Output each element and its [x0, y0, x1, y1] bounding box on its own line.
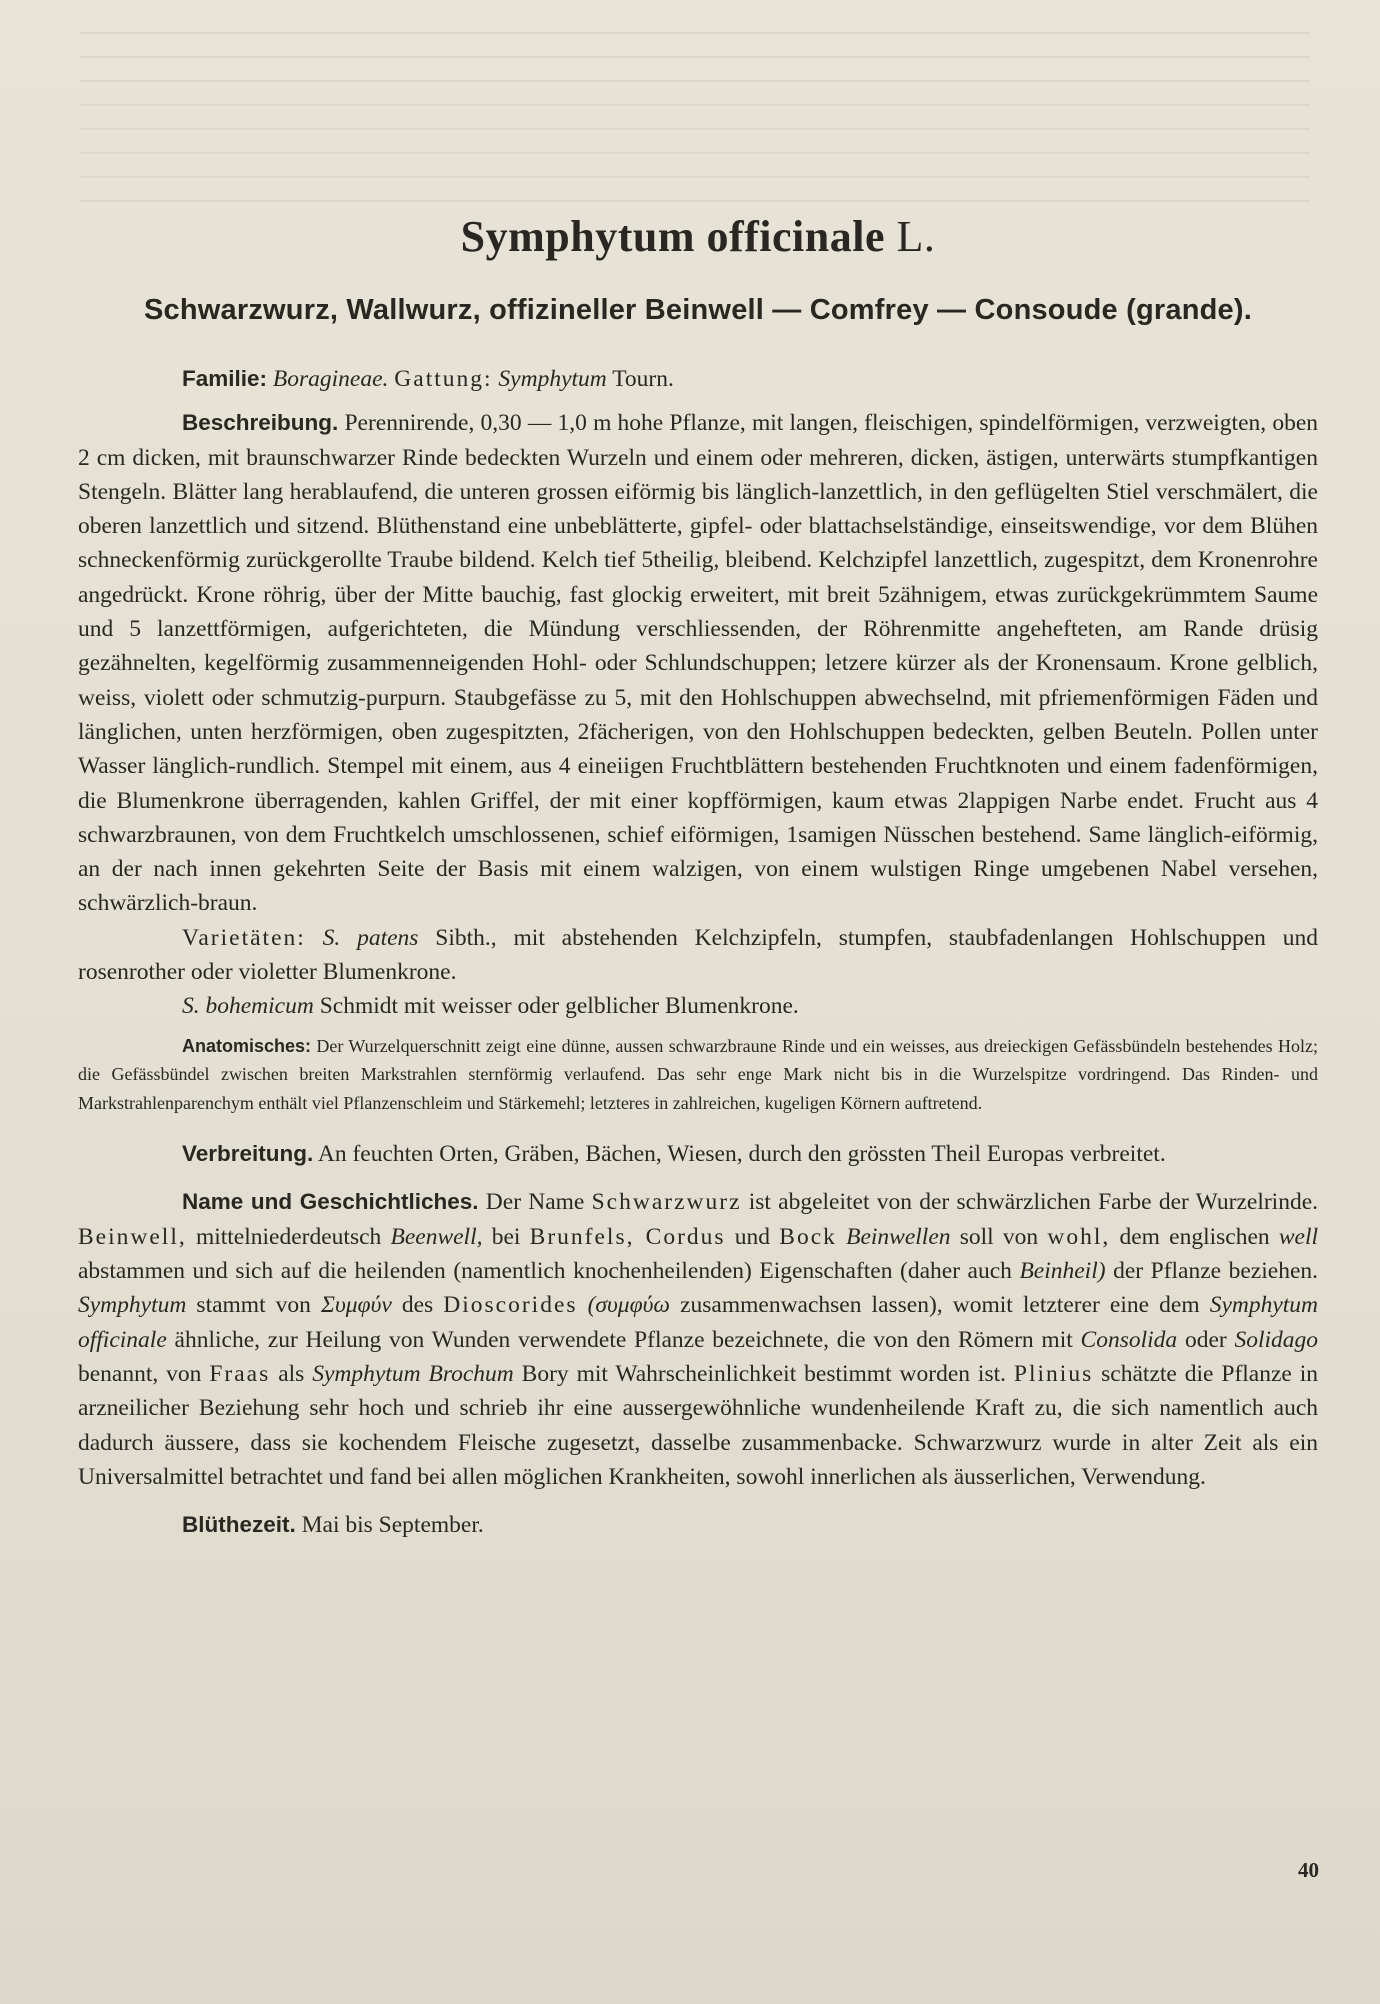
familie-label: Familie: — [182, 366, 268, 391]
species-name: Symphytum officinale — [460, 212, 885, 261]
beschreibung-text: Perennirende, 0,30 — 1,0 m hohe Pflanze, mit langen, fleischigen, spindelförmigen, verzweigten, oben 2 cm dicken, mit braunschwarzer Rinde bedeckten Wurzeln und einem oder mehreren, dicken, ästigen, unterwärts stumpfkantigen Stengeln. Blätter lang herablaufend, die unteren grossen eiförmig bis länglich-lanzettlich, in den geflügelten Stiel verschmälert, die oberen lanzettlich und sitzend. Blüthenstand eine unbeblätterte, gipfel- oder blattachselständige, einseitswendige, vor dem Blühen schneckenförmig zurückgerollte Traube bildend. Kelch tief 5theilig, bleibend. Kelchzipfel lanzettlich, zugespitzt, dem Kronenrohre angedrückt. Krone röhrig, über der Mitte bauchig, fast glockig erweitert, mit breit 5zähnigem, etwas zurückgekrümmtem Saume und 5 lanzettförmigen, aufgerichteten, die Mündung verschliessenden, der Röhrenmitte angehefteten, am Rande drüsig gezähnelten, kegelförmig zusammenneigenden Hohl- oder Schlundschuppen; letzere kürzer als der Kronensaum. Krone gelblich, weiss, violett oder schmutzig-purpurn. Staubgefässe zu 5, mit den Hohlschuppen abwechselnd, mit pfriemenförmigen Fäden und länglichen, unten herzförmigen, oben zugespitzten, 2fächerigen, von den Hohlschuppen bedeckten, gelben Beuteln. Pollen unter Wasser länglich-rundlich. Stempel mit einem, aus 4 eineiigen Fruchtblättern bestehenden Fruchtknoten und einem fadenförmigen, die Blumenkrone überragenden, kahlen Griffel, der mit einer kopfförmigen, kaum etwas 2lappigen Narbe endet. Frucht aus 4 schwarzbraunen, von dem Fruchtkelch umschlossenen, schief eiförmigen, 1samigen Nüsschen bestehend. Same länglich-eiförmig, an der nach innen gekehrten Seite der Basis mit einem walzigen, von einem wulstigen Ringe umgebenen Nabel versehen, schwärzlich-braun. — [78, 410, 1319, 917]
ng-spaced-1: Schwarzwurz — [591, 1189, 742, 1216]
verbreitung-text: An feuchten Orten, Gräben, Bächen, Wiesen, durch den grössten Theil Europas verbreitet. — [317, 1141, 1166, 1168]
species-author: L. — [896, 212, 936, 261]
varietaeten-label: Varietäten: — [182, 924, 306, 951]
ng-text-18: schätzte die Pflanze in arzneilicher Beziehung sehr hoch und schrieb ihr eine aussergewöhnliche wundenheilende Kraft zu, die sich namentlich auch dadurch äussere, dass sie kochendem Fleische zugesetzt, dasselbe zusammenbacke. Schwarzwurz wurde in alter Zeit als ein Universalmittel betrachtet und fand bei allen möglichen Krankheiten, sowohl innerlichen als äusserlichen, Verwendung. — [78, 1360, 1319, 1490]
varietaeten-paragraph — [78, 921, 1318, 990]
ng-italic-11: Symphytum Brochum — [312, 1360, 514, 1387]
variety-1-text: Sibth., mit abstehenden Kelchzipfeln, stumpfen, staubfadenlangen Hohlschuppen und rosenrother oder violetter Blumenkrone. — [78, 924, 1319, 986]
verbreitung-paragraph — [78, 1137, 1318, 1171]
page-title — [78, 210, 1318, 264]
ng-spaced-7: Fraas — [209, 1360, 271, 1387]
verbreitung-label: Verbreitung. — [182, 1141, 314, 1167]
ng-italic-3: well — [1278, 1223, 1319, 1250]
ng-text-9: der Pflanze beziehen. — [1113, 1258, 1318, 1285]
ng-text-16: als — [278, 1360, 305, 1387]
ng-spaced-3: Brunfels, Cordus — [529, 1223, 726, 1250]
page-number: 40 — [1298, 1858, 1319, 1882]
ng-text-10: stammt von — [196, 1292, 311, 1319]
ng-italic-1: Beenwell, — [390, 1223, 483, 1250]
ng-italic-6: Συμφύν — [321, 1292, 392, 1319]
ng-text-6: soll von — [959, 1223, 1039, 1250]
anatomisches-text: Der Wurzelquerschnitt zeigt eine dünne, aussen schwarzbraune Rinde und ein weisses, aus dreieckigen Gefässbündeln bestehendes Holz; die Gefässbündel zwischen breiten Markstrahlen sternförmig verlaufend. Das sehr enge Mark nicht bis in die Wurzelspitze vordringend. Das Rinden- und Markstrahlenparenchym enthält viel Pflanzenschleim und Stärkemehl; letzteres in zahlreichen, kugeligen Körnern auftretend. — [78, 1035, 1318, 1113]
name-geschichte-paragraph — [78, 1185, 1318, 1494]
beschreibung-label: Beschreibung. — [182, 410, 339, 436]
ng-spaced-5: wohl, — [1047, 1223, 1111, 1250]
anatomisches-paragraph — [78, 1032, 1318, 1118]
bluethezeit-text: Mai bis September. — [301, 1512, 484, 1539]
ng-spaced-4: Bock — [779, 1223, 837, 1250]
ng-text-11: des — [401, 1292, 434, 1319]
family-name: Boragineae. — [272, 366, 389, 392]
variety-2-paragraph — [78, 989, 1318, 1023]
ng-spaced-8: Plinius — [1013, 1360, 1094, 1387]
familie-paragraph — [78, 362, 1318, 396]
anatomisches-label: Anatomisches: — [182, 1035, 312, 1056]
variety-1-name: S. patens — [322, 924, 419, 951]
ng-spaced-6: Dioscorides — [443, 1292, 578, 1319]
ng-italic-2: Beinwellen — [846, 1223, 951, 1250]
ng-text-8: abstammen und sich auf die heilenden (namentlich knochenheilenden) Eigenschaften (daher auch — [78, 1258, 1012, 1285]
genus-name: Symphytum — [498, 366, 607, 392]
name-geschichte-label: Name und Geschichtliches. — [182, 1189, 479, 1215]
ng-italic-7: (συμφύω — [587, 1292, 670, 1319]
bluethezeit-paragraph — [78, 1508, 1318, 1542]
bluethezeit-label: Blüthezeit. — [182, 1512, 296, 1538]
gattung-label: Gattung: — [394, 366, 493, 392]
ng-text-15: benannt, von — [78, 1360, 202, 1387]
ng-text-4: bei — [491, 1223, 521, 1250]
ng-italic-10: Solidago — [1234, 1326, 1319, 1353]
ng-italic-4: Beinheil) — [1019, 1258, 1106, 1285]
ng-text-7: dem englischen — [1119, 1223, 1270, 1250]
genus-author: Tourn. — [612, 366, 674, 392]
ng-text-3: mittelniederdeutsch — [195, 1223, 382, 1250]
ng-text-2: ist abgeleitet von der schwärzlichen Farbe der Wurzelrinde. — [748, 1189, 1319, 1216]
ng-text-5: und — [734, 1223, 771, 1250]
ng-text-17: Bory mit Wahrscheinlichkeit bestimmt worden ist. — [521, 1360, 1006, 1387]
ng-italic-8: Symphytum officinale — [78, 1292, 1319, 1353]
ng-text-12: zusammenwachsen lassen), womit letzterer eine dem — [680, 1292, 1200, 1319]
ng-text-13: ähnliche, zur Heilung von Wunden verwendete Pflanze bezeichnete, die von den Römern mit — [174, 1326, 1073, 1353]
ng-italic-9: Consolida — [1080, 1326, 1178, 1353]
variety-2-text: Schmidt mit weisser oder gelblicher Blumenkrone. — [319, 993, 799, 1020]
ng-italic-5: Symphytum — [78, 1292, 187, 1319]
bleed-through-text — [80, 10, 1310, 210]
beschreibung-paragraph — [78, 406, 1318, 920]
ng-text-1: Der Name — [485, 1189, 585, 1216]
ng-text-14: oder — [1184, 1326, 1227, 1353]
article — [78, 210, 1318, 1542]
variety-2-name: S. bohemicum — [182, 993, 314, 1020]
common-names: Schwarzwurz, Wallwurz, offizineller Beinwell — Comfrey — Consoude (grande). — [143, 294, 1252, 326]
ng-spaced-2: Beinwell, — [78, 1223, 187, 1250]
